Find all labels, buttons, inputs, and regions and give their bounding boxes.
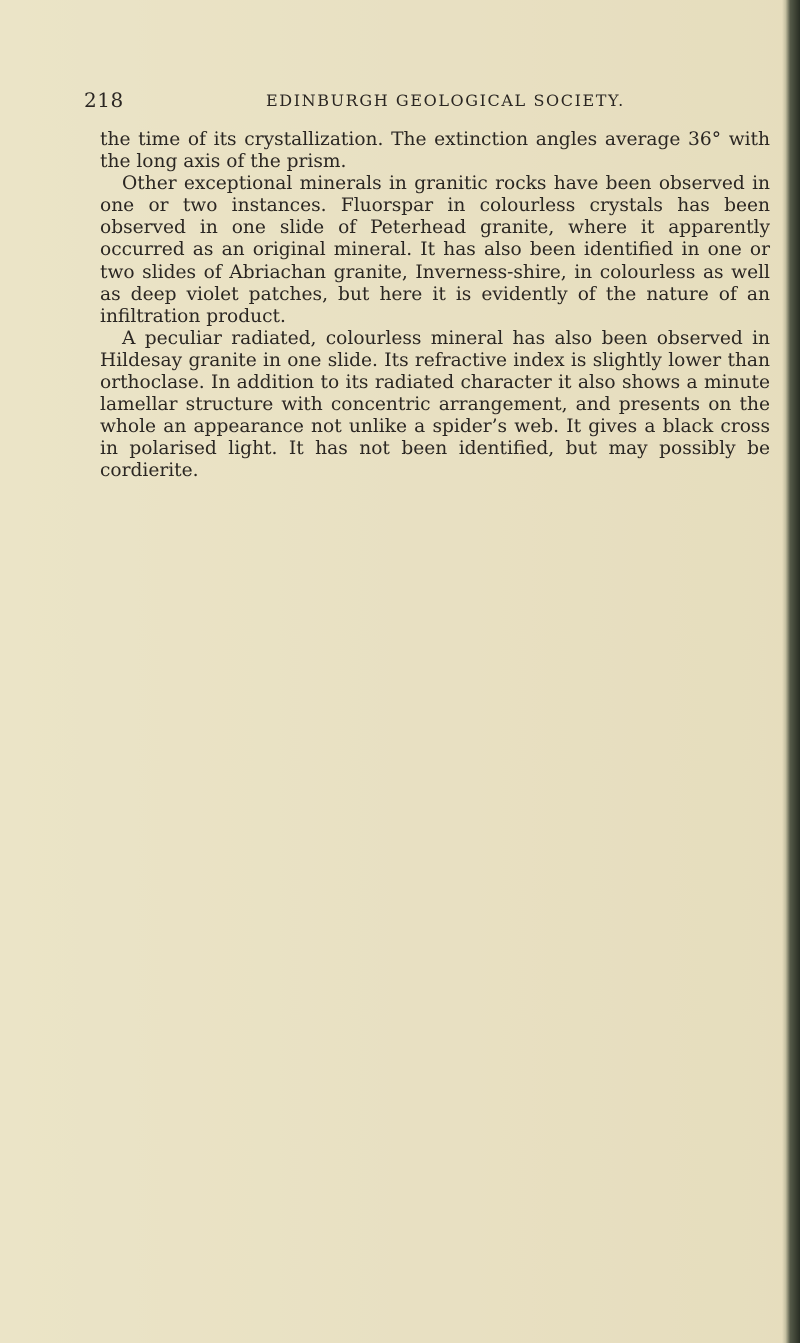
page-number: 218 bbox=[84, 88, 124, 112]
journal-title: EDINBURGH GEOLOGICAL SOCIETY. bbox=[266, 91, 625, 110]
paragraph-continued: the time of its crystallization. The extinction angles average 36° with the long axis of the prism. bbox=[100, 129, 770, 173]
running-head bbox=[84, 88, 724, 112]
paragraph-radiated-mineral: A peculiar radiated, colourless mineral has also been observed in Hildesay granite in one slide. Its refractive index is slightly lower than orthoclase. In addition to its radiated character it also shows a minute lamellar structure with concentric arrangement, and presents on the whole an appearance not unlike a spider’s web. It gives a black cross in polarised light. It has not been identified, but may possibly be cordierite. bbox=[100, 327, 770, 482]
binding-edge bbox=[782, 0, 800, 1343]
paragraph-exceptional-minerals: Other exceptional minerals in granitic rocks have been observed in one or two instances. Fluorspar in colourless crystals has been observed in one slide of Peterhead granite, where it apparently occurred as an original mineral. It has also been identified in one or two slides of Abriachan granite, Inverness-shire, in colourless as well as deep violet patches, but here it is evidently of the nature of an infiltration product. bbox=[100, 173, 770, 327]
article-body bbox=[100, 129, 770, 483]
